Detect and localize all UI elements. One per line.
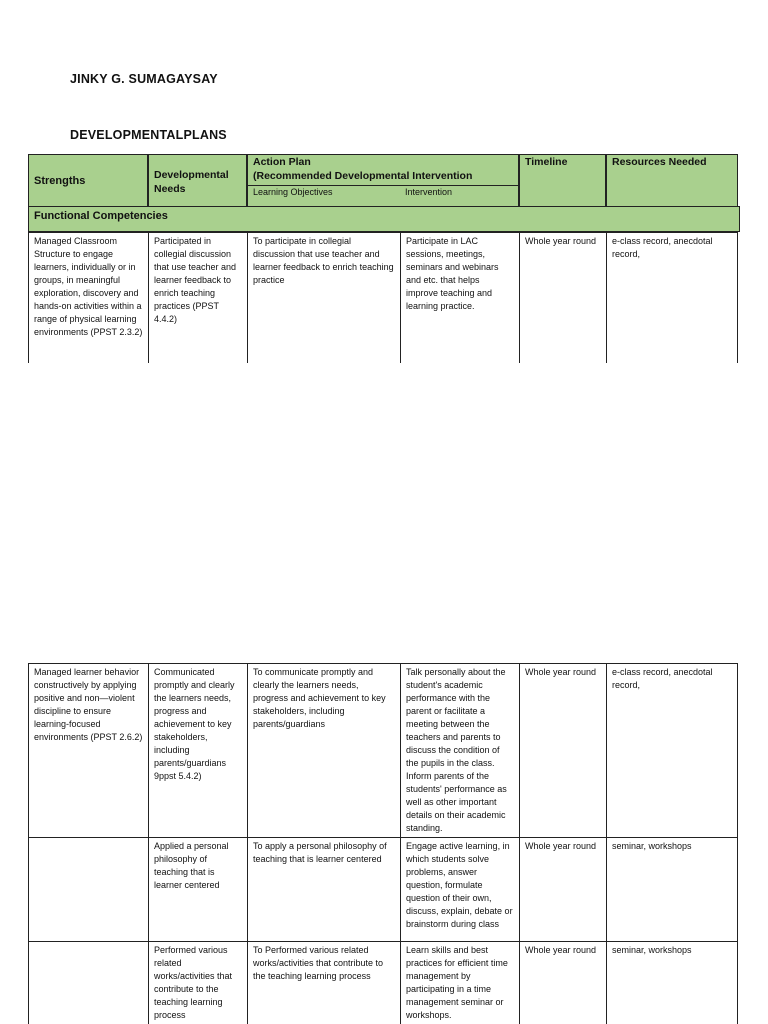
row3-intervention: Engage active learning, in which students solve problems, answer question, formulate question of their own, discuss, explain, debate or brainstorm during class	[400, 837, 519, 941]
row4-strengths	[28, 941, 148, 1024]
header-action-plan-line1: Action Plan	[253, 156, 311, 168]
row1-intervention: Participate in LAC sessions, meetings, seminars and webinars and etc. that helps improve teaching and learning practice.	[400, 232, 519, 363]
row2-intervention: Talk personally about the student's academic performance with the parent or facilitate a meeting between the teachers and parents to discuss the condition of the pupils in the class. Inform parents of the students' performance as well as other important details on their academic standing.	[400, 663, 519, 837]
row1-resources-needed: e-class record, anecdotal record,	[606, 232, 738, 363]
row4-resources-needed: seminar, workshops	[606, 941, 738, 1024]
header-strengths	[28, 154, 148, 207]
developmental-plan-table-page2	[28, 663, 738, 1024]
row2-strengths: Managed learner behavior constructively by applying positive and non—violent discipline to ensure learning-focused environments (PPST 2.6.2)	[28, 663, 148, 837]
header-resources-needed	[606, 154, 738, 207]
row2-learning-objectives: To communicate promptly and clearly the learners needs, progress and achievement to key stakeholders, including parents/guardians	[247, 663, 400, 837]
row4-developmental-needs: Performed various related works/activities that contribute to the teaching learning process	[148, 941, 247, 1024]
row1-strengths: Managed Classroom Structure to engage learners, individually or in groups, in meaningful exploration, discovery and hands-on activities within a range of physical learning environments (PPST 2.3.2)	[28, 232, 148, 363]
row4-learning-objectives: To Performed various related works/activities that contribute to the teaching learning process	[247, 941, 400, 1024]
row3-learning-objectives: To apply a personal philosophy of teaching that is learner centered	[247, 837, 400, 941]
row2-developmental-needs: Communicated promptly and clearly the learners needs, progress and achievement to key stakeholders, including parents/guardians 9ppst 5.4.2)	[148, 663, 247, 837]
section-functional-competencies: Functional Competencies	[28, 206, 740, 232]
header-learning-objectives: Learning Objectives	[253, 187, 333, 197]
row1-learning-objectives: To participate in collegial discussion that use teacher and learner feedback to enrich teaching practice	[247, 232, 400, 363]
header-developmental-needs-line1: Developmental	[154, 169, 229, 181]
row1-timeline: Whole year round	[519, 232, 606, 363]
header-timeline	[519, 154, 606, 207]
row4-timeline: Whole year round	[519, 941, 606, 1024]
row4-intervention: Learn skills and best practices for efficient time management by participating in a time management seminar or workshops.	[400, 941, 519, 1024]
row3-timeline: Whole year round	[519, 837, 606, 941]
row2-resources-needed: e-class record, anecdotal record,	[606, 663, 738, 837]
header-timeline-label: Timeline	[525, 156, 568, 168]
header-action-plan-line2: (Recommended Developmental Intervention	[253, 170, 473, 182]
header-resources-needed-label: Resources Needed	[612, 156, 707, 168]
header-intervention: Intervention	[405, 187, 453, 197]
row3-developmental-needs: Applied a personal philosophy of teaching that is learner centered	[148, 837, 247, 941]
row3-strengths	[28, 837, 148, 941]
header-action-plan	[247, 154, 519, 207]
header-strengths-label: Strengths	[34, 175, 86, 187]
header-developmental-needs	[148, 154, 247, 207]
row3-resources-needed: seminar, workshops	[606, 837, 738, 941]
document-title: DEVELOPMENTALPLANS	[70, 128, 227, 142]
row1-developmental-needs: Participated in collegial discussion that use teacher and learner feedback to enrich teaching practices (PPST 4.4.2)	[148, 232, 247, 363]
person-name: JINKY G. SUMAGAYSAY	[70, 72, 218, 86]
developmental-plan-table-page1	[28, 154, 738, 363]
header-developmental-needs-line2: Needs	[154, 183, 186, 195]
row2-timeline: Whole year round	[519, 663, 606, 837]
